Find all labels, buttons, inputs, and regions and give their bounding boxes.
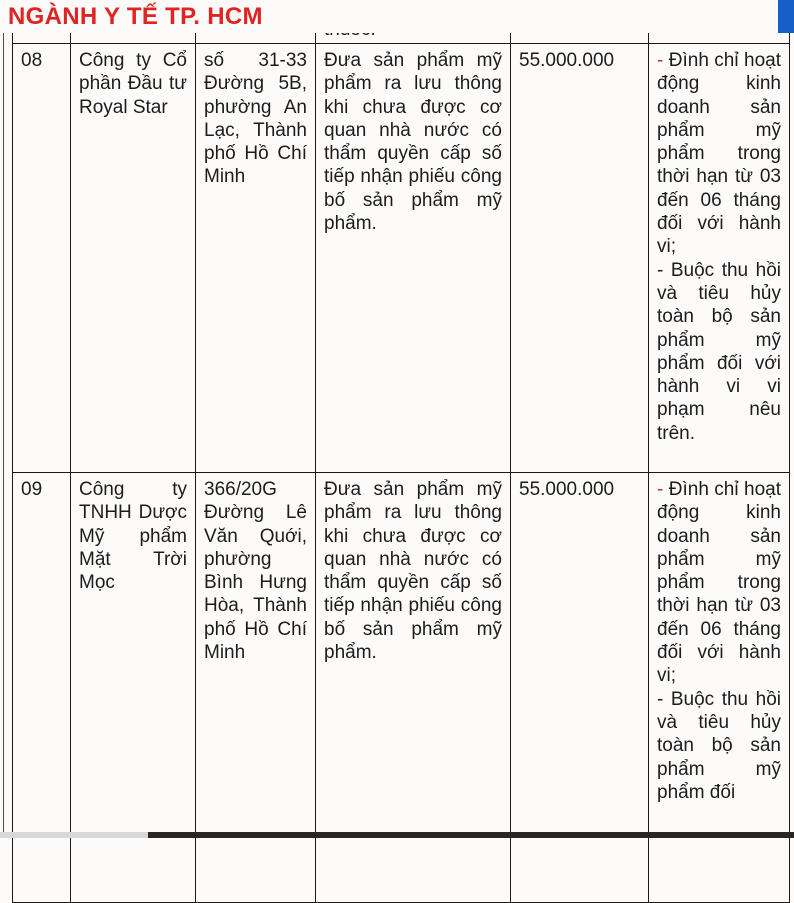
page-edge-divider [3,33,4,832]
cell-no [13,33,71,44]
penalty-item [657,688,781,804]
cell-fine [511,33,649,44]
cell-violation: Đưa sản phẩm mỹ phẩm ra lưu thông khi chưa được cơ quan nhà nước có thẩm quyền cấp số tiếp nhận phiếu công bố sản phẩm mỹ phẩm. [316,44,511,473]
sanctions-table [12,33,790,903]
cell-no: 08 [13,44,71,473]
cell-fine: 55.000.000 [511,44,649,473]
penalty-item [657,259,781,445]
table-row-partial [13,33,790,44]
cell-company: Công ty TNHH Dược Mỹ phẩm Mặt Trời Mọc [71,473,196,903]
penalty-text: Đình chỉ hoạt động kinh doanh sản phẩm mỹ phẩm trong thời hạn từ 03 đến 06 tháng đối với hành vi; [657,50,781,258]
penalty-item [657,478,781,688]
cell-company: Công ty Cổ phần Đầu tư Royal Star [71,44,196,473]
penalty-dash: - [657,688,664,710]
cell-fine: 55.000.000 [511,473,649,903]
cell-penalty [649,44,790,473]
penalty-text: Đình chỉ hoạt động kinh doanh sản phẩm mỹ phẩm trong thời hạn từ 03 đến 06 tháng đối với hành vi; [657,479,781,687]
cell-address [196,33,316,44]
penalty-item [657,49,781,259]
header-band [0,0,794,33]
table-row-08 [13,44,790,473]
bottom-edge-bar [0,832,794,838]
cell-company [71,33,196,44]
scrollbar-thumb[interactable] [778,0,794,33]
penalty-text: Buộc thu hồi và tiêu hủy toàn bộ sản phẩm mỹ phẩm đối với hành vi vi phạm nêu trên. [657,259,781,444]
cell-violation [316,33,511,44]
page-header-title: NGÀNH Y TẾ TP. HCM [8,3,263,30]
bottom-bar-dark-segment [148,832,794,838]
cell-address: số 31-33 Đường 5B, phường An Lạc, Thành phố Hồ Chí Minh [196,44,316,473]
cell-no: 09 [13,473,71,903]
clipped-text [316,33,510,43]
cell-penalty [649,33,790,44]
sanctions-table-wrap [12,33,791,832]
table-row-09 [13,473,790,903]
cell-violation: Đưa sản phẩm mỹ phẩm ra lưu thông khi chưa được cơ quan nhà nước có thẩm quyền cấp số tiếp nhận phiếu công bố sản phẩm mỹ phẩm. [316,473,511,903]
penalty-dash: - [657,479,664,500]
bottom-bar-light-segment [0,832,148,838]
cell-penalty [649,473,790,903]
penalty-text: Buộc thu hồi và tiêu hủy toàn bộ sản phẩm mỹ phẩm đối [657,688,781,803]
penalty-dash: - [657,259,664,281]
cell-address: 366/20G Đường Lê Văn Quới, phường Bình Hưng Hòa, Thành phố Hồ Chí Minh [196,473,316,903]
penalty-dash: - [657,50,664,71]
